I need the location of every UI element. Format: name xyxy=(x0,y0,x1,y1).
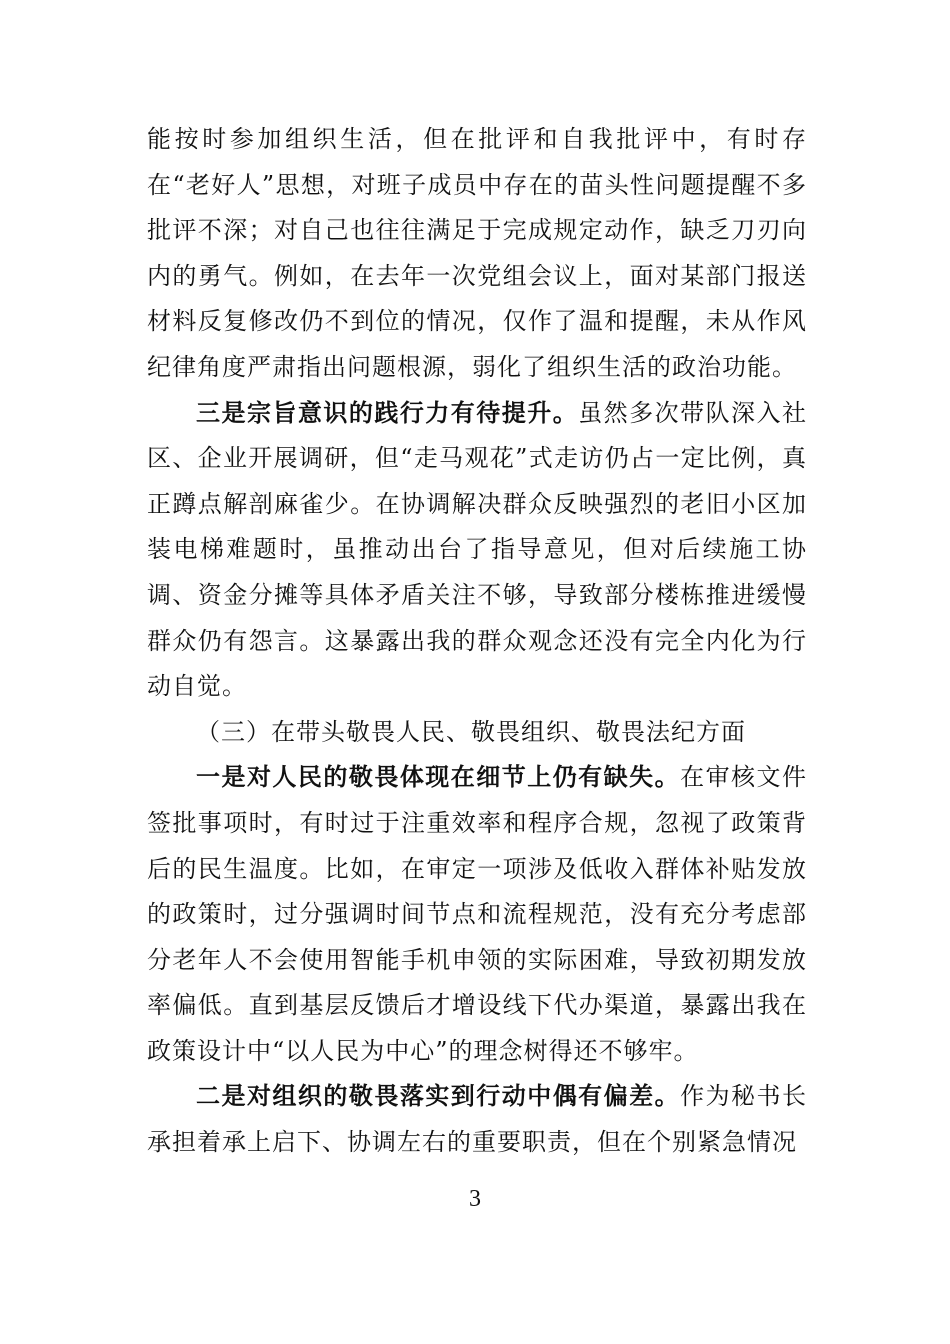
page-number: 3 xyxy=(469,1186,481,1212)
paragraph-respect-organization xyxy=(147,1074,807,1165)
paragraph-continuation xyxy=(147,117,807,391)
paragraph-2-text: 虽然多次带队深入社区、企业开展调研，但“走马观花”式走访仍占一定比例，真正蹲点解剖麻雀少。在协调解决群众反映强烈的老旧小区加装电梯难题时，虽推动出台了指导意见，但对后续施工协调、资金分摊等具体矛盾关注不够，导致部分楼栋推进缓慢群众仍有怨言。这暴露出我的群众观念还没有完全内化为行动自觉。 xyxy=(147,398,808,701)
section-heading xyxy=(147,710,807,756)
paragraph-respect-people xyxy=(147,755,807,1074)
paragraph-2-lead: 三是宗旨意识的践行力有待提升。 xyxy=(196,398,579,427)
paragraph-4-text: 在审核文件签批事项时，有时过于注重效率和程序合规，忽视了政策背后的民生温度。比如，在审定一项涉及低收入群体补贴发放的政策时，过分强调时间节点和流程规范，没有充分考虑部分老年人不会使用智能手机申领的实际困难，导致初期发放率偏低。直到基层反馈后才增设线下代办渠道，暴露出我在政策设计中“以人民为中心”的理念树得还不够牢。 xyxy=(147,763,808,1065)
paragraph-4-lead: 一是对人民的敬畏体现在细节上仍有缺失。 xyxy=(196,763,681,792)
body-text xyxy=(147,117,807,1166)
paragraph-5-text: 作为秘书长承担着承上启下、协调左右的重要职责，但在个别紧急情况 xyxy=(147,1082,808,1157)
paragraph-purpose-awareness xyxy=(147,391,807,710)
paragraph-5-lead: 二是对组织的敬畏落实到行动中偶有偏差。 xyxy=(196,1082,681,1111)
section-heading-text: （三）在带头敬畏人民、敬畏组织、敬畏法纪方面 xyxy=(196,717,746,746)
paragraph-1-text: 能按时参加组织生活，但在批评和自我批评中，有时存在“老好人”思想，对班子成员中存在的苗头性问题提醒不多批评不深；对自己也往往满足于完成规定动作，缺乏刀刃向内的勇气。例如，在去年一次党组会议上，面对某部门报送材料反复修改仍不到位的情况，仅作了温和提醒，未从作风纪律角度严肃指出问题根源，弱化了组织生活的政治功能。 xyxy=(147,125,807,381)
